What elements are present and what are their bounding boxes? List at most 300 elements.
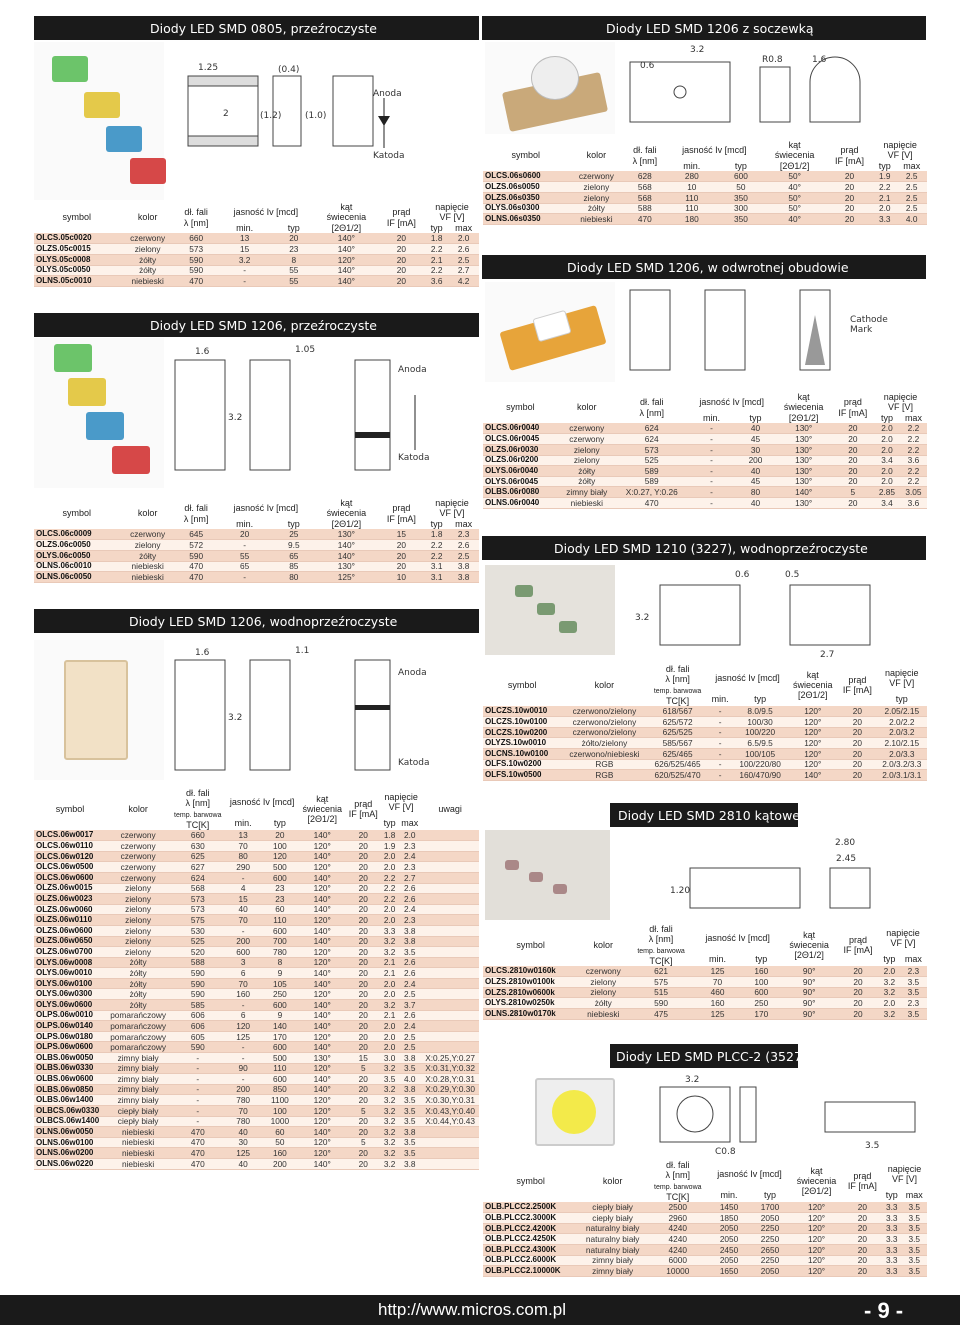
table-cell: 23 bbox=[261, 883, 299, 894]
table-cell: - bbox=[225, 1053, 261, 1064]
table-row bbox=[34, 1158, 479, 1169]
table-row bbox=[483, 487, 927, 498]
table-cell: 15 bbox=[378, 529, 425, 540]
section-title: Diody LED SMD 1210 (3227), wodnoprzeźroczyste bbox=[554, 540, 868, 556]
table-cell: 120° bbox=[299, 1063, 346, 1074]
table-cell: 120 bbox=[261, 851, 299, 862]
table-cell: 45 bbox=[735, 434, 775, 445]
table-cell: 2.0 bbox=[381, 851, 398, 862]
section-header-1206-water bbox=[34, 609, 479, 633]
table-cell: 2.0 bbox=[381, 915, 398, 926]
table-cell: 2.0 bbox=[381, 904, 398, 915]
table-cell: 20 bbox=[838, 759, 876, 770]
section-header-plcc2 bbox=[610, 1044, 807, 1068]
table-cell: 2.0 bbox=[874, 434, 900, 445]
table-cell: 2.1 bbox=[425, 254, 448, 265]
table-cell: 170 bbox=[261, 1031, 299, 1042]
table-cell: 470 bbox=[170, 1148, 225, 1159]
table-row bbox=[34, 254, 479, 265]
table-cell: 600 bbox=[718, 171, 763, 182]
table-row bbox=[34, 1148, 479, 1159]
table-cell: 140° bbox=[299, 872, 346, 883]
svg-text:Katoda: Katoda bbox=[373, 151, 405, 161]
table-1210: symbol kolor dł. fali λ [nm] temp. barwowa TC[K] jasność Iv [mcd] kąt świecenia [2Θ1/2] prąd IF [mA] napięcie VF [V] min. typ typ OLCZS.10w0010 czerwono/zielony 618/567 - 8.0/9.5 120° 20 2.05/2.15 OLCZS.10w0100 czerwono/zielony 625/572 - 100/30 120° 20 2.0/2.2 OLCZS.10w0200 czerwono/zielony 625/525 - 100/220 120° 20 2.0/3.2 OLYZS.10w0010 żółto/zielony 585/567 - 6.5/9.5 120° 20 2.10/2.15 OLCNS.10w0100 czerwono/niebieski 625/465 - 100/105 120° 20 2.0/3.3 OLFS.10w0200 RGB 626/525/465 - 100/220/80 120° 20 2.0/3.2/3.3 OLFS.10w0500 RGB 620/525/470 - 160/470/90 140° 20 2.0/3.1/3.1 bbox=[483, 664, 927, 781]
table-cell: żółty bbox=[106, 957, 170, 968]
table-cell: 120° bbox=[791, 1223, 843, 1234]
page-footer bbox=[0, 1295, 960, 1325]
table-cell: 40° bbox=[763, 214, 825, 225]
table-cell: 500 bbox=[261, 862, 299, 873]
table-cell: zimny biały bbox=[558, 487, 616, 498]
table-row bbox=[34, 540, 479, 551]
table-cell: 130° bbox=[315, 529, 378, 540]
table-cell: niebieski bbox=[106, 1127, 170, 1138]
table-cell: 3.2 bbox=[879, 977, 900, 988]
part-symbol: OLYS.06w0600 bbox=[34, 1000, 106, 1011]
table-cell: 13 bbox=[225, 830, 261, 841]
table-cell: 120° bbox=[299, 1106, 346, 1117]
table-row bbox=[34, 1000, 479, 1011]
table-row bbox=[483, 998, 927, 1009]
table-cell: 3.5 bbox=[901, 1213, 927, 1224]
table-0805: symbol kolor dł. fali λ [nm] jasność Iv [mcd] kąt świecenia [2Θ1/2] prąd IF [mA] napięcie VF [V] min. typ typ max OLCS.05c0020 czerwony 660 13 20 140° 20 1.8 2.0 OLZS.05c0015 zielony 573 15 23 140° 20 2.2 2.6 OLYS.05c0008 żółty 590 3.2 8 120° 20 2.1 2.5 OLYS.05c0050 żółty 590 - 55 140° 20 2.2 2.7 OLNS.05c0010 niebieski 470 - 55 140° 20 3.6 4.2 bbox=[34, 202, 479, 287]
table-cell: 2.5 bbox=[896, 182, 927, 193]
part-symbol: OLB.PLCC2.4300K bbox=[483, 1244, 578, 1255]
part-symbol: OLCS.06s0600 bbox=[483, 171, 568, 182]
table-2810: symbol kolor dł. fali λ [nm] temp. barwowa TC[K] jasność Iv [mcd] kąt świecenia [2Θ1/2] prąd IF [mA] napięcie VF [V] min. typ typ max OLCS.2810w0160k czerwony 621 125 160 90° 20 2.0 2.3 OLZS.2810w0100k zielony 575 70 100 90° 20 3.2 3.5 OLZS.2810w0600k zielony 515 460 600 90° 20 3.2 3.5 OLYS.2810w0250k żółty 590 160 250 90° 20 2.0 2.3 OLNS.2810w0170k niebieski 475 125 170 90° 20 3.2 3.5 bbox=[483, 924, 927, 1020]
table-cell: 2.6 bbox=[398, 968, 421, 979]
table-cell: 3.2 bbox=[381, 936, 398, 947]
table-cell: 20 bbox=[378, 233, 425, 244]
table-cell: czerwony bbox=[578, 966, 628, 977]
table-cell: zimny biały bbox=[106, 1074, 170, 1085]
table-cell: 4.0 bbox=[896, 214, 927, 225]
table-cell: 585 bbox=[170, 1000, 225, 1011]
part-symbol: OLYS.2810w0250k bbox=[483, 998, 578, 1009]
table-cell: czerwony bbox=[106, 862, 170, 873]
table-cell: 20 bbox=[346, 925, 381, 936]
table-row bbox=[34, 1042, 479, 1053]
table-cell: czerwony bbox=[106, 830, 170, 841]
table-cell: 20 bbox=[273, 233, 316, 244]
part-symbol: OLNS.2810w0170k bbox=[483, 1008, 578, 1019]
table-row bbox=[483, 977, 927, 988]
table-cell: 625/572 bbox=[648, 717, 708, 728]
table-cell: 3.2 bbox=[381, 1158, 398, 1169]
part-symbol: OLCS.2810w0160k bbox=[483, 966, 578, 977]
table-cell bbox=[421, 1042, 479, 1053]
table-cell: 90° bbox=[781, 987, 837, 998]
table-cell: X:0.27, Y:0.26 bbox=[616, 487, 688, 498]
table-cell: 120° bbox=[787, 706, 838, 717]
svg-text:2.7: 2.7 bbox=[820, 650, 835, 660]
table-cell: 625 bbox=[170, 851, 225, 862]
table-cell: 2.2 bbox=[425, 244, 448, 255]
table-cell: 20 bbox=[261, 830, 299, 841]
table-cell: 8 bbox=[261, 957, 299, 968]
svg-text:(1.0): (1.0) bbox=[305, 111, 327, 121]
table-cell: - bbox=[688, 455, 736, 466]
svg-text:Anoda: Anoda bbox=[398, 365, 427, 375]
table-cell: 2.6 bbox=[398, 894, 421, 905]
table-cell: 618/567 bbox=[648, 706, 708, 717]
table-cell: 20 bbox=[346, 1031, 381, 1042]
table-cell bbox=[421, 1000, 479, 1011]
table-cell: żółty bbox=[106, 1000, 170, 1011]
table-cell: czerwony bbox=[558, 423, 616, 434]
table-cell: 50° bbox=[763, 203, 825, 214]
table-cell: 3.5 bbox=[901, 1244, 927, 1255]
table-cell: 620/525/470 bbox=[648, 770, 708, 781]
table-row bbox=[483, 738, 927, 749]
table-cell: 2.85 bbox=[874, 487, 900, 498]
table-cell: zimny biały bbox=[106, 1095, 170, 1106]
table-cell: 660 bbox=[176, 233, 217, 244]
table-cell: 4240 bbox=[647, 1244, 709, 1255]
table-cell: 3.8 bbox=[398, 1053, 421, 1064]
table-cell: 140° bbox=[787, 770, 838, 781]
part-symbol: OLCS.06w0500 bbox=[34, 862, 106, 873]
table-cell: niebieski bbox=[106, 1158, 170, 1169]
table-cell: 624 bbox=[616, 423, 688, 434]
svg-text:Anoda: Anoda bbox=[398, 668, 427, 678]
dimension-drawing-0805 bbox=[168, 58, 448, 168]
table-cell: 2.5 bbox=[896, 192, 927, 203]
table-row bbox=[34, 1021, 479, 1032]
table-cell: pomarańczowy bbox=[106, 1042, 170, 1053]
table-cell: 2.2 bbox=[900, 434, 927, 445]
svg-text:3.5: 3.5 bbox=[865, 1141, 880, 1151]
table-cell: 20 bbox=[346, 915, 381, 926]
table-cell: 2.2 bbox=[900, 476, 927, 487]
table-cell: zimny biały bbox=[578, 1266, 647, 1277]
section-title: Diody LED SMD 1206, w odwrotnej obudowie bbox=[567, 259, 849, 275]
table-cell: 3.8 bbox=[448, 572, 479, 583]
table-cell: 140° bbox=[299, 1074, 346, 1085]
table-cell: 20 bbox=[838, 706, 876, 717]
table-cell: 3.3 bbox=[882, 1234, 901, 1245]
table-cell: 120° bbox=[787, 759, 838, 770]
table-cell: zielony bbox=[568, 192, 624, 203]
table-cell: 200 bbox=[261, 1158, 299, 1169]
table-cell: 1650 bbox=[709, 1266, 750, 1277]
table-cell: 3.6 bbox=[900, 455, 927, 466]
table-cell: 605 bbox=[170, 1031, 225, 1042]
table-cell: zielony bbox=[106, 904, 170, 915]
table-cell: 3.2 bbox=[381, 1000, 398, 1011]
table-cell: 3.5 bbox=[901, 1255, 927, 1266]
table-cell: 80 bbox=[735, 487, 775, 498]
table-1206-lens: symbol kolor dł. fali λ [nm] jasność Iv [mcd] kąt świecenia [2Θ1/2] prąd IF [mA] napięcie VF [V] min. typ typ max OLCS.06s0600 czerwony 628 280 600 50° 20 1.9 2.5 OLZS.06s0050 zielony 568 10 50 40° 20 2.2 2.5 OLZS.06s0350 zielony 568 110 350 50° 20 2.1 2.5 OLYS.06s0300 żółty 588 110 300 50° 20 2.0 2.5 OLNS.06s0350 niebieski 470 180 350 40° 20 3.3 4.0 bbox=[483, 140, 927, 225]
table-cell: 140° bbox=[299, 925, 346, 936]
table-cell: żółty bbox=[120, 254, 176, 265]
table-cell: 20 bbox=[378, 276, 425, 287]
table-cell: 140° bbox=[315, 276, 378, 287]
table-cell: 20 bbox=[346, 883, 381, 894]
table-cell: X:0.43,Y:0.40 bbox=[421, 1106, 479, 1117]
table-row bbox=[34, 1074, 479, 1085]
product-photo-2810-tape bbox=[485, 830, 610, 920]
table-cell: 568 bbox=[170, 883, 225, 894]
table-row bbox=[34, 1127, 479, 1138]
part-symbol: OLNS.06r0040 bbox=[483, 497, 558, 508]
dimension-drawing-1206-water bbox=[165, 645, 465, 775]
table-cell: 100/30 bbox=[733, 717, 788, 728]
part-symbol: OLFS.10w0500 bbox=[483, 770, 561, 781]
dimension-drawing-1206-reverse bbox=[620, 280, 920, 380]
table-cell: 90 bbox=[225, 1063, 261, 1074]
table-cell: ciepły biały bbox=[106, 1106, 170, 1117]
table-cell: 3.6 bbox=[425, 276, 448, 287]
table-cell: naturalny biały bbox=[578, 1244, 647, 1255]
table-cell: 3.8 bbox=[398, 936, 421, 947]
table-row bbox=[34, 572, 479, 583]
table-cell: 3.5 bbox=[398, 1095, 421, 1106]
table-cell: 20 bbox=[346, 957, 381, 968]
part-symbol: OLPS.06w0600 bbox=[34, 1042, 106, 1053]
table-cell: 125 bbox=[225, 1031, 261, 1042]
table-cell: 470 bbox=[616, 497, 688, 508]
table-row bbox=[34, 968, 479, 979]
part-symbol: OLB.PLCC2.2500K bbox=[483, 1202, 578, 1213]
table-cell: 621 bbox=[628, 966, 694, 977]
table-cell: 2.6 bbox=[398, 883, 421, 894]
table-cell: 140° bbox=[299, 936, 346, 947]
table-cell: 20 bbox=[378, 561, 425, 572]
table-cell: niebieski bbox=[106, 1148, 170, 1159]
table-cell: zielony bbox=[106, 915, 170, 926]
table-cell: 140° bbox=[299, 904, 346, 915]
table-cell: 110 bbox=[261, 1063, 299, 1074]
table-cell: zielony bbox=[578, 977, 628, 988]
table-cell: 120° bbox=[791, 1244, 843, 1255]
part-symbol: OLZS.2810w0100k bbox=[483, 977, 578, 988]
table-row bbox=[483, 1213, 927, 1224]
table-cell bbox=[421, 851, 479, 862]
table-cell: X:0.28,Y:0.31 bbox=[421, 1074, 479, 1085]
part-symbol: OLYS.06s0300 bbox=[483, 203, 568, 214]
table-cell: 110 bbox=[261, 915, 299, 926]
part-symbol: OLZS.05c0015 bbox=[34, 244, 120, 255]
table-row bbox=[483, 214, 927, 225]
table-cell: czerwono/zielony bbox=[561, 717, 647, 728]
table-row bbox=[483, 182, 927, 193]
table-cell: 140° bbox=[299, 1158, 346, 1169]
table-cell: X:0.30,Y:0.31 bbox=[421, 1095, 479, 1106]
svg-text:1.25: 1.25 bbox=[198, 63, 219, 73]
table-cell: 2.6 bbox=[398, 957, 421, 968]
table-cell: 160 bbox=[225, 989, 261, 1000]
table-cell: 50 bbox=[261, 1137, 299, 1148]
svg-text:Mark: Mark bbox=[850, 325, 873, 335]
table-cell: 606 bbox=[170, 1010, 225, 1021]
table-cell: 2.1 bbox=[381, 968, 398, 979]
table-cell: 575 bbox=[628, 977, 694, 988]
table-cell: - bbox=[708, 770, 733, 781]
product-photo-1210-tape bbox=[485, 565, 615, 655]
table-cell: 6.5/9.5 bbox=[733, 738, 788, 749]
table-cell: 2.4 bbox=[398, 904, 421, 915]
table-cell: 140° bbox=[299, 1021, 346, 1032]
led-chip bbox=[553, 884, 567, 894]
table-cell: 120° bbox=[791, 1202, 843, 1213]
table-cell: naturalny biały bbox=[578, 1234, 647, 1245]
table-cell: 3.5 bbox=[901, 1202, 927, 1213]
table-cell: 2.1 bbox=[381, 1010, 398, 1021]
table-cell: zielony bbox=[568, 182, 624, 193]
part-symbol: OLCS.06r0040 bbox=[483, 423, 558, 434]
table-cell: żółty bbox=[106, 978, 170, 989]
table-cell: 3.3 bbox=[882, 1223, 901, 1234]
table-cell: 3.8 bbox=[398, 1158, 421, 1169]
table-cell: 2.0 bbox=[879, 998, 900, 1009]
table-cell: 40 bbox=[735, 497, 775, 508]
part-symbol: OLBCS.06w1400 bbox=[34, 1116, 106, 1127]
table-cell: ciepły biały bbox=[106, 1116, 170, 1127]
part-symbol: OLCS.06r0045 bbox=[483, 434, 558, 445]
table-cell: 3.7 bbox=[398, 1000, 421, 1011]
table-cell: 1.8 bbox=[425, 233, 448, 244]
table-cell: 140° bbox=[315, 244, 378, 255]
table-cell: 23 bbox=[273, 244, 316, 255]
table-cell: 3.2 bbox=[879, 1008, 900, 1019]
table-cell: 2.0/2.2 bbox=[877, 717, 927, 728]
table-cell: 3.2 bbox=[381, 1106, 398, 1117]
table-cell: 626/525/465 bbox=[648, 759, 708, 770]
table-cell: 2.2 bbox=[425, 265, 448, 276]
table-cell: X:0.25,Y:0.27 bbox=[421, 1053, 479, 1064]
product-photo-0805 bbox=[34, 42, 164, 200]
table-cell: - bbox=[225, 925, 261, 936]
table-cell: 20 bbox=[826, 192, 873, 203]
table-cell: 500 bbox=[261, 1053, 299, 1064]
section-title: Diody LED SMD PLCC-2 (3527) bbox=[616, 1048, 807, 1064]
led-chip bbox=[537, 603, 555, 615]
table-row bbox=[483, 1202, 927, 1213]
table-cell: 1700 bbox=[750, 1202, 791, 1213]
table-cell: 20 bbox=[378, 244, 425, 255]
table-cell bbox=[421, 841, 479, 852]
table-cell: 20 bbox=[843, 1223, 882, 1234]
table-cell bbox=[421, 915, 479, 926]
table-cell: 20 bbox=[346, 841, 381, 852]
table-cell: 60 bbox=[261, 904, 299, 915]
table-cell: 20 bbox=[832, 434, 874, 445]
table-cell: 20 bbox=[346, 904, 381, 915]
table-cell: 70 bbox=[225, 978, 261, 989]
table-cell: czerwony bbox=[568, 171, 624, 182]
table-cell: 660 bbox=[170, 830, 225, 841]
table-cell: 20 bbox=[832, 497, 874, 508]
table-cell: 60 bbox=[261, 1127, 299, 1138]
table-cell: 3.5 bbox=[398, 1137, 421, 1148]
table-cell: 40° bbox=[763, 182, 825, 193]
table-cell: - bbox=[688, 497, 736, 508]
part-symbol: OLZS.06w0700 bbox=[34, 947, 106, 958]
svg-text:Katoda: Katoda bbox=[398, 453, 430, 463]
table-cell: 23 bbox=[261, 894, 299, 905]
table-cell: 3.5 bbox=[381, 1074, 398, 1085]
table-cell bbox=[421, 1158, 479, 1169]
table-row bbox=[483, 1255, 927, 1266]
table-cell: - bbox=[708, 759, 733, 770]
part-symbol: OLYS.06w0008 bbox=[34, 957, 106, 968]
table-cell: 20 bbox=[346, 1148, 381, 1159]
table-row bbox=[34, 244, 479, 255]
table-cell: 45 bbox=[735, 476, 775, 487]
table-cell: RGB bbox=[561, 759, 647, 770]
part-symbol: OLNS.06c0050 bbox=[34, 572, 120, 583]
table-cell: 780 bbox=[261, 947, 299, 958]
table-cell: 2.2 bbox=[381, 883, 398, 894]
table-cell: 2.3 bbox=[900, 966, 927, 977]
table-cell: 625/525 bbox=[648, 727, 708, 738]
part-symbol: OLCZS.10w0010 bbox=[483, 706, 561, 717]
table-cell: 20 bbox=[832, 423, 874, 434]
table-cell: 5 bbox=[832, 487, 874, 498]
table-cell: 3.5 bbox=[901, 1234, 927, 1245]
table-cell: 3.2 bbox=[217, 254, 273, 265]
website-link[interactable]: http://www.micros.com.pl bbox=[378, 1300, 566, 1319]
table-cell: 20 bbox=[378, 265, 425, 276]
table-row bbox=[483, 1244, 927, 1255]
table-cell: 3.5 bbox=[900, 987, 927, 998]
table-row bbox=[34, 1106, 479, 1117]
table-row bbox=[483, 192, 927, 203]
product-photo-1206-clear bbox=[34, 338, 164, 488]
table-cell: 2.4 bbox=[398, 978, 421, 989]
table-cell: 250 bbox=[261, 989, 299, 1000]
table-cell: pomarańczowy bbox=[106, 1031, 170, 1042]
table-cell: czerwony bbox=[558, 434, 616, 445]
table-cell: 130° bbox=[776, 444, 832, 455]
svg-text:Cathode: Cathode bbox=[850, 315, 888, 325]
table-cell: X:0.31,Y:0.32 bbox=[421, 1063, 479, 1074]
table-cell: 140° bbox=[299, 1000, 346, 1011]
table-cell: 3.2 bbox=[381, 1095, 398, 1106]
table-cell: 20 bbox=[346, 894, 381, 905]
table-cell: - bbox=[170, 1074, 225, 1085]
table-cell: zielony bbox=[106, 894, 170, 905]
dimension-drawing-1206-lens bbox=[620, 42, 920, 134]
table-cell: 2050 bbox=[750, 1266, 791, 1277]
part-symbol: OLNS.06w0220 bbox=[34, 1158, 106, 1169]
table-cell: 2.6 bbox=[448, 244, 479, 255]
table-cell: 568 bbox=[624, 182, 665, 193]
table-cell: 2.5 bbox=[398, 989, 421, 1000]
part-symbol: OLPS.06w0140 bbox=[34, 1021, 106, 1032]
table-cell: 20 bbox=[346, 1042, 381, 1053]
table-cell: 3.4 bbox=[874, 497, 900, 508]
section-title: Diody LED SMD 1206, przeźroczyste bbox=[150, 317, 377, 333]
section-header-1206-reverse bbox=[482, 255, 926, 279]
table-cell: 140° bbox=[315, 265, 378, 276]
table-cell: 3.5 bbox=[901, 1266, 927, 1277]
table-cell: 20 bbox=[826, 214, 873, 225]
part-symbol: OLCS.06w0120 bbox=[34, 851, 106, 862]
table-cell: żółty bbox=[120, 550, 176, 561]
section-title: Diody LED SMD 1206, wodnoprzeźroczyste bbox=[129, 613, 398, 629]
table-cell: 110 bbox=[665, 192, 718, 203]
table-cell: 600 bbox=[261, 925, 299, 936]
table-cell: czerwony bbox=[106, 872, 170, 883]
table-cell: 40 bbox=[735, 466, 775, 477]
table-cell: 20 bbox=[843, 1266, 882, 1277]
table-cell: 2.2 bbox=[900, 423, 927, 434]
table-cell: 9 bbox=[261, 968, 299, 979]
table-cell: 2.0/3.1/3.1 bbox=[877, 770, 927, 781]
table-cell: 3.5 bbox=[398, 1063, 421, 1074]
